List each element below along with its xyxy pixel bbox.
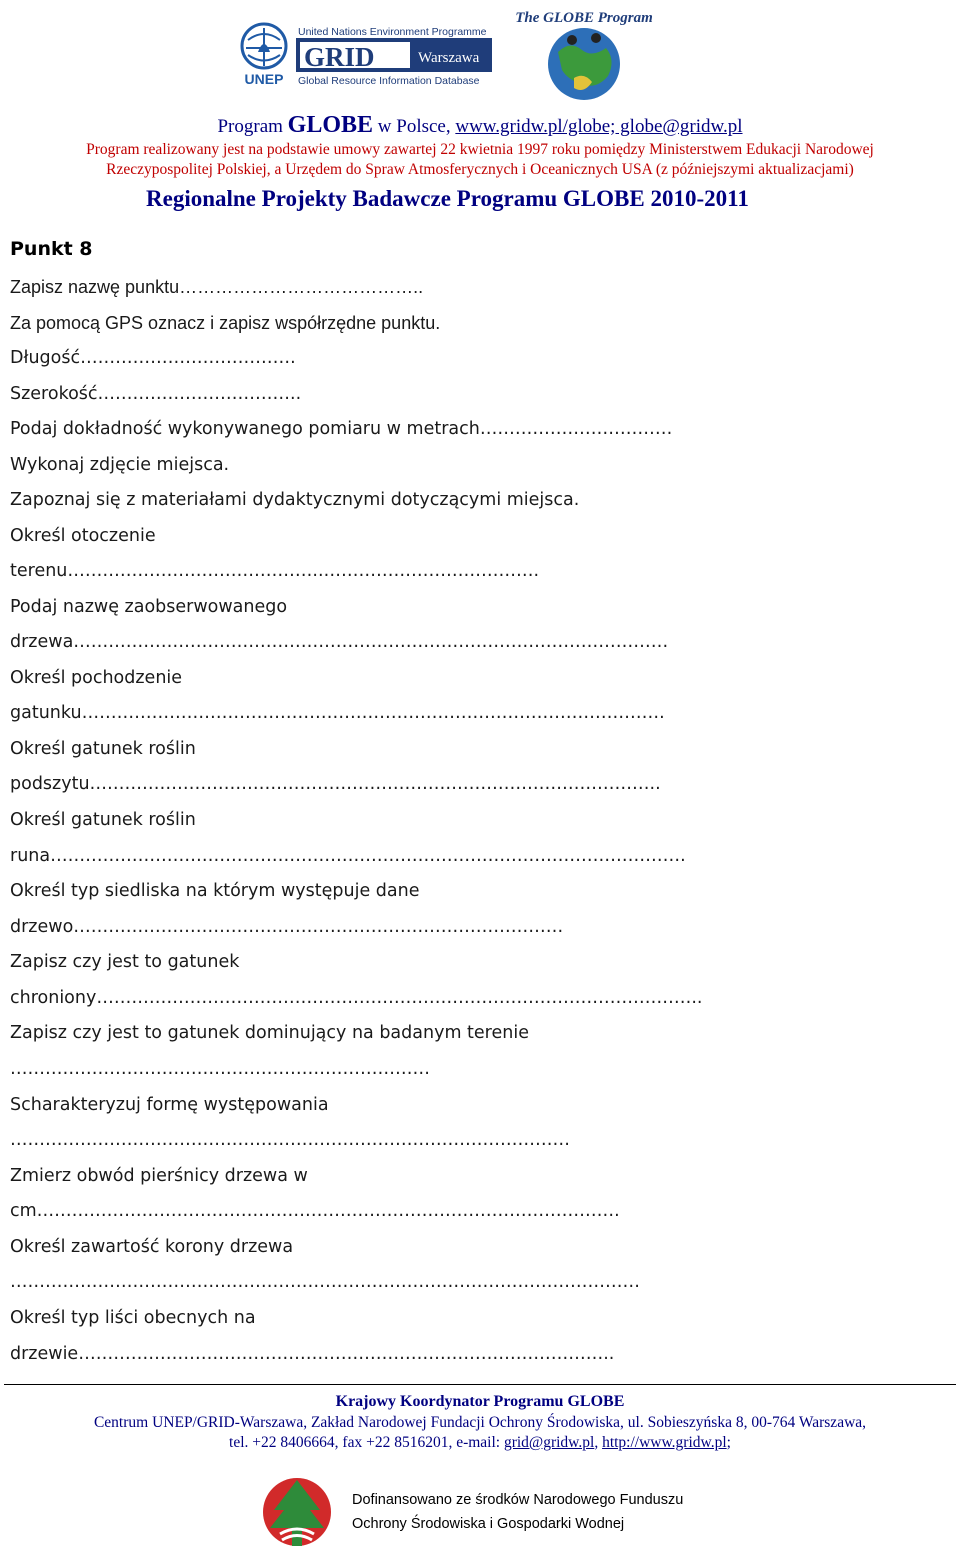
form-line: Określ typ siedliska na którym występuje dane — [10, 881, 420, 901]
nfosigw-logo — [262, 1474, 332, 1550]
header-program-line — [0, 112, 960, 140]
form-line: Zapoznaj się z materiałami dydaktycznymi dotyczącymi miejsca. — [10, 490, 580, 510]
form-line: Określ pochodzenie — [10, 668, 183, 688]
footer-url-link[interactable]: http://www.gridw.pl — [602, 1434, 727, 1451]
form-line: Określ otoczenie — [10, 526, 156, 546]
grid-warszawa-logo — [296, 24, 492, 88]
form-line: terenu……………………………………..………………………………. — [10, 561, 540, 581]
punkt-title: Punkt 8 — [10, 238, 93, 260]
header-agreement-line-2: Rzeczypospolitej Polskiej, a Urzędem do Spraw Atmosferycznych i Oceanicznych USA (z późniejszymi aktualizacjami) — [106, 161, 854, 178]
form-line: ……………………………………………………………………………………………… — [10, 1272, 640, 1292]
footer-contact-prefix: tel. +22 8406664, fax +22 8516201, e-mail: — [229, 1434, 504, 1451]
form-line: Określ typ liści obecnych na — [10, 1308, 256, 1328]
project-title: Regionalne Projekty Badawcze Programu GLOBE 2010-2011 — [146, 186, 749, 211]
form-line: Określ gatunek roślin — [10, 810, 196, 830]
globe-logo-text: The GLOBE Program — [515, 10, 653, 26]
form-line: Określ zawartość korony drzewa — [10, 1237, 294, 1257]
form-line: runa………………………………………………………………………………………………. — [10, 846, 686, 866]
footer-contact-suffix: ; — [726, 1434, 731, 1451]
form-line: Wykonaj zdjęcie miejsca. — [10, 455, 230, 475]
grid-word: GRID — [304, 42, 375, 72]
nfos-credit-line-2: Ochrony Środowiska i Gospodarki Wodnej — [352, 1516, 625, 1532]
unep-logo — [238, 22, 290, 88]
header-program-mid: w Polsce, — [373, 116, 456, 137]
form-line: Zapisz nazwę punktu………………………………….. — [10, 277, 424, 297]
form-line: Podaj nazwę zaobserwowanego — [10, 597, 288, 617]
globe-program-logo — [512, 0, 656, 108]
form-line: Długość………………………………. — [10, 348, 296, 368]
form-line: Za pomocą GPS oznacz i zapisz współrzędne punktu. — [10, 313, 441, 333]
grid-city: Warszawa — [418, 50, 480, 66]
form-line: Określ gatunek roślin — [10, 739, 196, 759]
form-line: drzewa………………………………………………………………………………………… — [10, 632, 669, 652]
grid-bottom-text: Global Resource Information Database — [298, 75, 480, 87]
form-line: ……………………………………………………………… — [10, 1059, 430, 1079]
form-line: drzewo………………………………………………………………………… — [10, 917, 564, 937]
footer-email-link[interactable]: grid@gridw.pl — [503, 1434, 595, 1451]
footer-address: Centrum UNEP/GRID-Warszawa, Zakład Narodowej Fundacji Ochrony Środowiska, ul. Sobieszyńska 8, 00-764 Warszawa, — [93, 1414, 867, 1431]
footer-title: Krajowy Koordynator Programu GLOBE — [335, 1393, 625, 1410]
footer-separator: , — [594, 1434, 603, 1451]
nfos-credit-line-1: Dofinansowano ze środków Narodowego Funduszu — [352, 1492, 684, 1508]
form-line: Zapisz czy jest to gatunek dominujący na badanym terenie — [10, 1023, 529, 1043]
form-line: Szerokość…………………………….. — [10, 384, 302, 404]
form-line: Zapisz czy jest to gatunek — [10, 952, 240, 972]
header-globe-link[interactable]: www.gridw.pl/globe; globe@gridw.pl — [455, 116, 743, 137]
footer-contact-line — [0, 1433, 960, 1453]
grid-top-text: United Nations Environment Programme — [298, 26, 487, 38]
form-line: chroniony………………………………………………………………………………………….. — [10, 988, 703, 1008]
header-agreement-line-1: Program realizowany jest na podstawie umowy zawartej 22 kwietnia 1997 roku pomiędzy Ministerstwem Edukacji Narodowej — [86, 141, 874, 158]
form-line: Zmierz obwód pierśnicy drzewa w — [10, 1166, 308, 1186]
form-line: Scharakteryzuj formę występowania — [10, 1095, 329, 1115]
form-line: …………………………………………………………………………………… — [10, 1130, 570, 1150]
footer-divider — [4, 1384, 956, 1385]
form-line: drzewie……………………………………………………………………………….. — [10, 1344, 615, 1364]
form-line: gatunku………………………………………………………………………………………. — [10, 703, 665, 723]
unep-label: UNEP — [244, 71, 284, 87]
header-globe-word: GLOBE — [287, 112, 374, 138]
form-line: podszytu…………………………………………………………………………………….. — [10, 774, 661, 794]
form-line: cm………………………………………………………………………………………. — [10, 1201, 620, 1221]
form-line: Podaj dokładność wykonywanego pomiaru w metrach…………………………… — [10, 419, 673, 439]
header-program-prefix: Program — [217, 116, 288, 137]
